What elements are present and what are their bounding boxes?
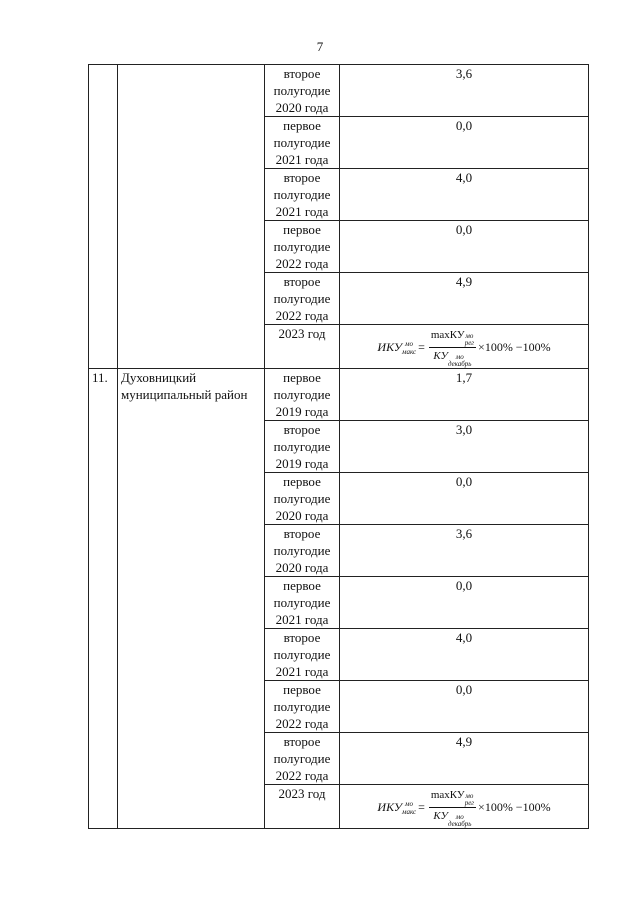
period-line: второе xyxy=(283,526,321,541)
period-line: второе xyxy=(283,170,321,185)
numerator-sup: мо xyxy=(465,792,474,800)
formula-cell xyxy=(340,785,589,829)
value-cell: 4,0 xyxy=(340,169,589,221)
numerator-text: maxКУ xyxy=(430,789,465,801)
value-cell: 0,0 xyxy=(340,473,589,525)
formula-fraction xyxy=(429,787,476,828)
period-cell xyxy=(265,117,340,169)
value-cell: 0,0 xyxy=(340,117,589,169)
value-cell: 0,0 xyxy=(340,577,589,629)
period-line: первое xyxy=(283,118,321,133)
denominator-sup: мо xyxy=(455,353,464,361)
tariff-table xyxy=(88,64,589,829)
period-line: первое xyxy=(283,370,321,385)
table-row xyxy=(89,369,589,421)
value-cell: 0,0 xyxy=(340,221,589,273)
table-row xyxy=(89,65,589,117)
period-line: 2021 года xyxy=(275,152,329,167)
period-cell xyxy=(265,629,340,681)
value-cell: 3,6 xyxy=(340,65,589,117)
period-cell xyxy=(265,273,340,325)
period-cell xyxy=(265,577,340,629)
formula-fraction xyxy=(429,327,476,368)
formula-cell xyxy=(340,325,589,369)
denominator-sub: декабрь xyxy=(447,820,472,828)
period-line: полугодие xyxy=(273,387,331,402)
period-line: 2020 года xyxy=(275,560,329,575)
period-line: полугодие xyxy=(273,439,331,454)
period-line: первое xyxy=(283,474,321,489)
period-cell xyxy=(265,221,340,273)
row-number-cell: 11. xyxy=(89,369,118,829)
period-line: полугодие xyxy=(273,187,331,202)
period-line: 2023 год xyxy=(278,786,326,801)
formula-lhs: ИКУ xyxy=(377,340,402,354)
period-line: полугодие xyxy=(273,491,331,506)
municipality-name-cell xyxy=(118,65,265,369)
formula-denominator xyxy=(431,808,473,828)
period-line: первое xyxy=(283,222,321,237)
period-line: 2021 года xyxy=(275,612,329,627)
period-line: 2022 года xyxy=(275,308,329,323)
value-cell: 4,9 xyxy=(340,733,589,785)
municipality-name-cell: Духовницкий муниципальный район xyxy=(118,369,265,829)
period-line: 2023 год xyxy=(278,326,326,341)
period-line: второе xyxy=(283,274,321,289)
period-cell xyxy=(265,473,340,525)
value-cell: 4,9 xyxy=(340,273,589,325)
value-cell: 3,6 xyxy=(340,525,589,577)
period-line: 2020 года xyxy=(275,508,329,523)
value-cell: 3,0 xyxy=(340,421,589,473)
formula-lhs-sup: мо xyxy=(405,339,414,348)
period-line: второе xyxy=(283,66,321,81)
value-cell: 1,7 xyxy=(340,369,589,421)
period-line: 2022 года xyxy=(275,768,329,783)
numerator-sub: рег xyxy=(464,799,475,807)
period-line: 2019 года xyxy=(275,456,329,471)
period-line: первое xyxy=(283,578,321,593)
denominator-sup: мо xyxy=(455,813,464,821)
period-line: 2019 года xyxy=(275,404,329,419)
formula-numerator xyxy=(429,787,476,808)
period-cell xyxy=(265,421,340,473)
period-line: второе xyxy=(283,734,321,749)
period-line: 2021 года xyxy=(275,204,329,219)
formula-denominator xyxy=(431,348,473,368)
period-line: полугодие xyxy=(273,135,331,150)
row-number-cell xyxy=(89,65,118,369)
formula-lhs-sub: макс xyxy=(401,807,417,816)
period-line: полугодие xyxy=(273,83,331,98)
numerator-sup: мо xyxy=(465,332,474,340)
denominator-sub: декабрь xyxy=(447,360,472,368)
period-cell xyxy=(265,65,340,117)
formula-equals: = xyxy=(418,340,425,354)
formula-tail: ×100% −100% xyxy=(478,340,551,354)
period-line: первое xyxy=(283,682,321,697)
denominator-text: КУ xyxy=(433,810,448,822)
value-cell: 0,0 xyxy=(340,681,589,733)
period-line: полугодие xyxy=(273,647,331,662)
numerator-sub: рег xyxy=(464,339,475,347)
formula-lhs-sub: макс xyxy=(401,347,417,356)
period-line: полугодие xyxy=(273,543,331,558)
formula-equals: = xyxy=(418,800,425,814)
period-line: 2022 года xyxy=(275,256,329,271)
period-line: 2022 года xyxy=(275,716,329,731)
period-line: полугодие xyxy=(273,239,331,254)
period-line: 2021 года xyxy=(275,664,329,679)
period-line: 2020 года xyxy=(275,100,329,115)
period-cell xyxy=(265,369,340,421)
period-line: полугодие xyxy=(273,699,331,714)
period-line: полугодие xyxy=(273,751,331,766)
period-cell xyxy=(265,525,340,577)
period-cell xyxy=(265,325,340,369)
period-cell xyxy=(265,785,340,829)
formula xyxy=(343,327,585,368)
period-cell xyxy=(265,733,340,785)
formula-lhs: ИКУ xyxy=(377,800,402,814)
formula xyxy=(343,787,585,828)
period-line: полугодие xyxy=(273,595,331,610)
period-line: второе xyxy=(283,630,321,645)
period-line: второе xyxy=(283,422,321,437)
page-number: 7 xyxy=(316,39,324,54)
period-cell xyxy=(265,169,340,221)
period-line: полугодие xyxy=(273,291,331,306)
denominator-text: КУ xyxy=(433,350,448,362)
numerator-text: maxКУ xyxy=(430,329,465,341)
value-cell: 4,0 xyxy=(340,629,589,681)
formula-numerator xyxy=(429,327,476,348)
period-cell xyxy=(265,681,340,733)
formula-tail: ×100% −100% xyxy=(478,800,551,814)
formula-lhs-sup: мо xyxy=(405,799,414,808)
